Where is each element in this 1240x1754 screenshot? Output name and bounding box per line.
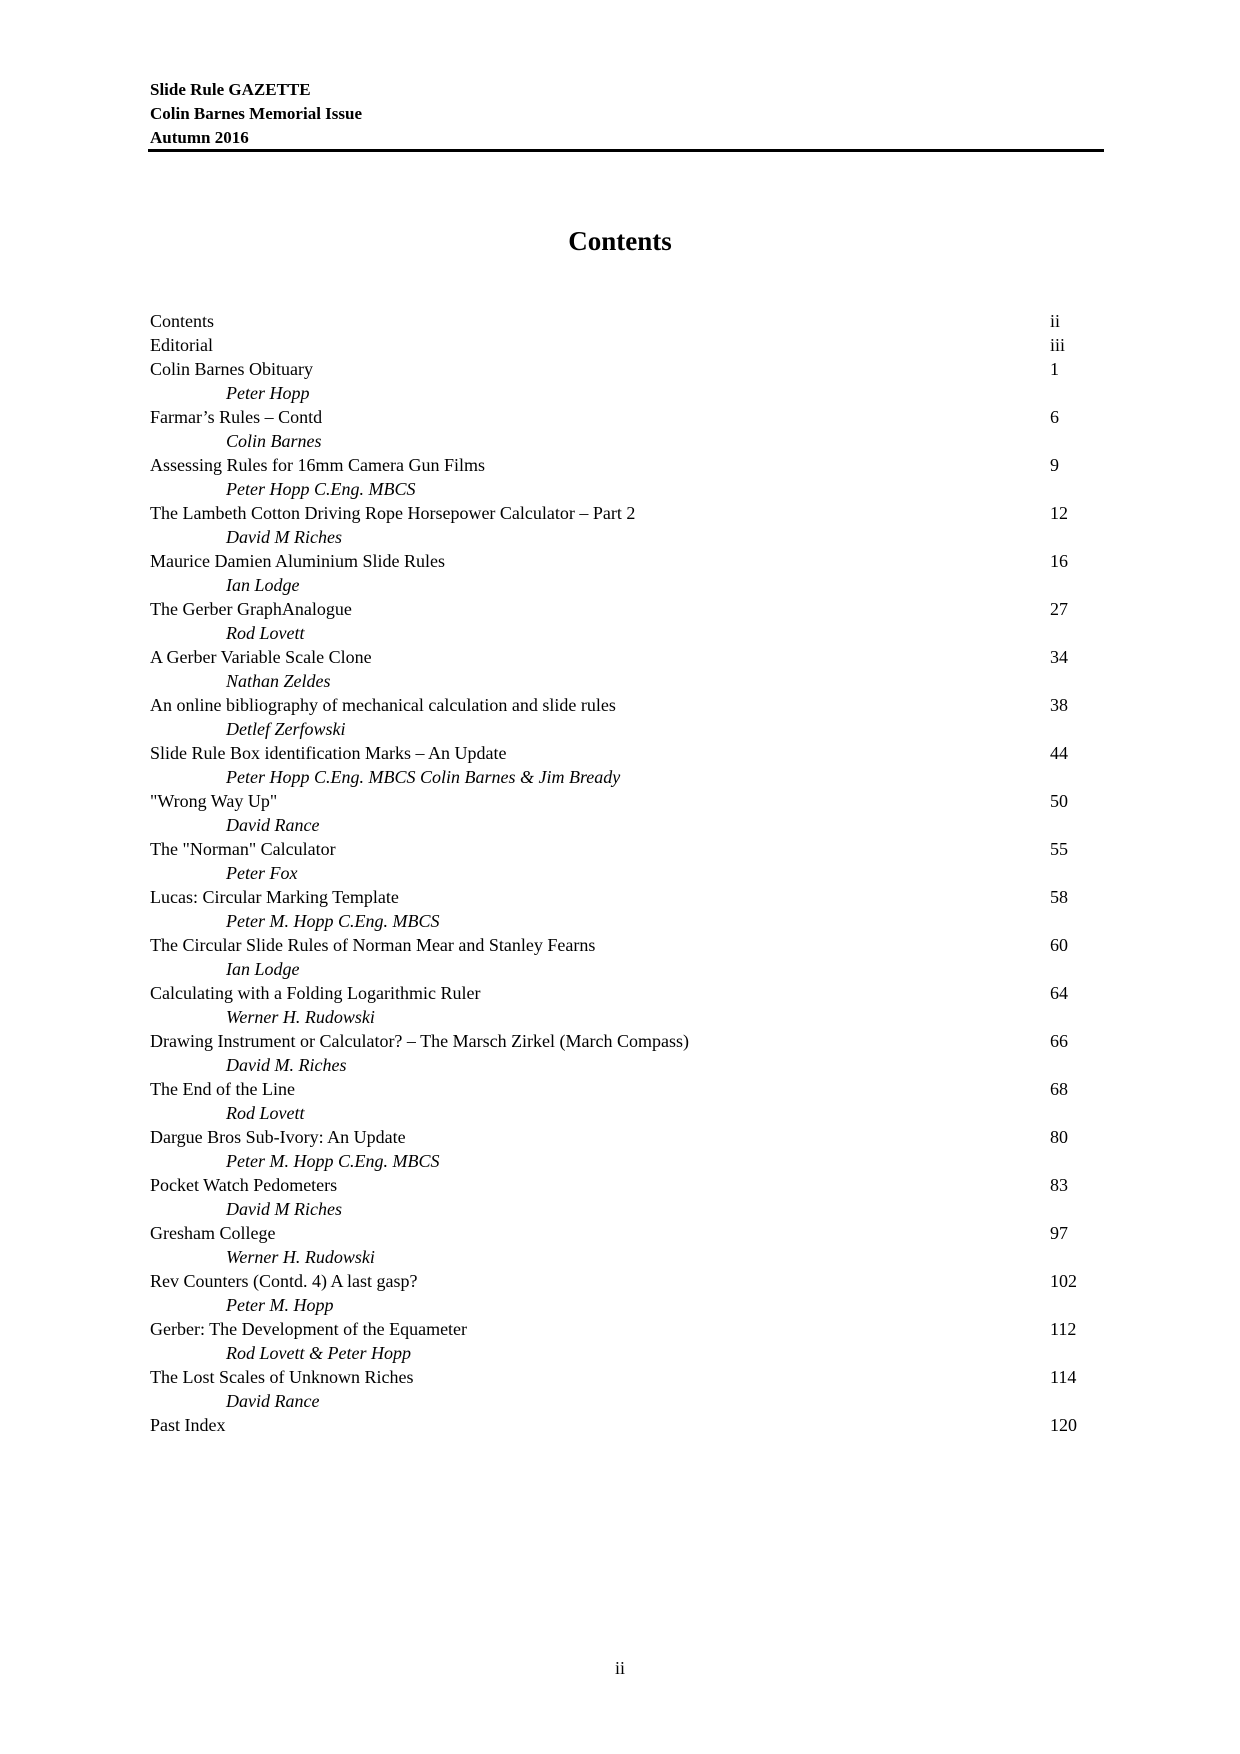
toc-entry-page: 50 (1050, 791, 1068, 811)
toc-entry (150, 1413, 1085, 1437)
toc-entry-page: 27 (1050, 599, 1068, 619)
issue-title: Colin Barnes Memorial Issue (150, 104, 363, 123)
toc-entry (150, 789, 1085, 813)
toc-entry-page: 64 (1050, 983, 1068, 1003)
toc-entry-page: 34 (1050, 647, 1068, 667)
toc-entry-author: David Rance (226, 1391, 320, 1411)
toc-entry-title: The Circular Slide Rules of Norman Mear and Stanley Fearns (150, 935, 596, 955)
toc-entry (150, 1365, 1085, 1389)
toc-entry-page: 97 (1050, 1223, 1068, 1243)
toc-entry-page: 114 (1050, 1367, 1077, 1387)
toc-entry-author: Werner H. Rudowski (226, 1247, 375, 1267)
journal-title: Slide Rule GAZETTE (150, 80, 311, 99)
toc-entry-title: Editorial (150, 335, 213, 355)
toc-entry-title: Contents (150, 311, 215, 331)
toc-entry-author: Werner H. Rudowski (226, 1007, 375, 1027)
toc-entry-title: Slide Rule Box identification Marks – An Update (150, 743, 507, 763)
toc-entry-title: Gresham College (150, 1223, 276, 1243)
toc-entry (150, 405, 1085, 429)
toc-entry-page: 102 (1050, 1271, 1077, 1291)
toc-entry-author: Rod Lovett & Peter Hopp (226, 1343, 411, 1363)
toc-entry-page: 9 (1050, 455, 1059, 475)
toc-entry-author: Peter M. Hopp C.Eng. MBCS (226, 911, 440, 931)
toc-entry-author: Detlef Zerfowski (226, 719, 346, 739)
toc-entry-author: Peter Hopp C.Eng. MBCS (226, 479, 416, 499)
toc-entry-author: Peter M. Hopp C.Eng. MBCS (226, 1151, 440, 1171)
toc-entry-title: Pocket Watch Pedometers (150, 1175, 338, 1195)
toc-entry-title: Past Index (150, 1415, 226, 1435)
toc-entry (150, 333, 1085, 357)
running-header (150, 78, 1100, 150)
toc-entry-title: The End of the Line (150, 1079, 295, 1099)
toc-entry-author: Nathan Zeldes (226, 671, 331, 691)
toc-entry-author: Peter Fox (226, 863, 298, 883)
toc-entry (150, 1077, 1085, 1101)
toc-entry-title: Calculating with a Folding Logarithmic Ruler (150, 983, 481, 1003)
toc-entry-page: 112 (1050, 1319, 1077, 1339)
table-of-contents (150, 309, 1085, 1437)
toc-entry-title: Rev Counters (Contd. 4) A last gasp? (150, 1271, 418, 1291)
header-divider (148, 149, 1104, 152)
toc-entry-page: 12 (1050, 503, 1068, 523)
toc-entry (150, 933, 1085, 957)
toc-entry-author: Colin Barnes (226, 431, 322, 451)
toc-entry-author: David Rance (226, 815, 320, 835)
toc-entry-title: An online bibliography of mechanical calculation and slide rules (150, 695, 616, 715)
toc-entry (150, 453, 1085, 477)
toc-entry-title: Dargue Bros Sub-Ivory: An Update (150, 1127, 406, 1147)
toc-entry-page: 38 (1050, 695, 1068, 715)
toc-entry-author: David M Riches (226, 527, 342, 547)
toc-entry-title: The Lost Scales of Unknown Riches (150, 1367, 414, 1387)
toc-entry-author: Ian Lodge (226, 575, 300, 595)
toc-entry-page: 80 (1050, 1127, 1068, 1147)
toc-entry-author: Peter Hopp C.Eng. MBCS Colin Barnes & Jim Bready (226, 767, 621, 787)
page-number: ii (614, 1658, 625, 1678)
toc-entry-title: The "Norman" Calculator (150, 839, 336, 859)
toc-entry-page: 83 (1050, 1175, 1068, 1195)
issue-date: Autumn 2016 (150, 128, 249, 147)
toc-entry (150, 549, 1085, 573)
toc-entry-title: "Wrong Way Up" (150, 791, 278, 811)
toc-entry-title: Gerber: The Development of the Equameter (150, 1319, 468, 1339)
toc-entry-title: The Gerber GraphAnalogue (150, 599, 352, 619)
toc-entry-page: 68 (1050, 1079, 1068, 1099)
toc-entry-title: Colin Barnes Obituary (150, 359, 313, 379)
toc-entry (150, 501, 1085, 525)
toc-entry (150, 645, 1085, 669)
toc-entry (150, 1029, 1085, 1053)
toc-entry-author: Peter Hopp (226, 383, 310, 403)
toc-entry (150, 1269, 1085, 1293)
toc-entry-title: Drawing Instrument or Calculator? – The Marsch Zirkel (March Compass) (150, 1031, 690, 1051)
toc-entry-title: Farmar’s Rules – Contd (150, 407, 323, 427)
toc-entry-author: David M Riches (226, 1199, 342, 1219)
toc-entry-page: 16 (1050, 551, 1068, 571)
toc-entry-title: Lucas: Circular Marking Template (150, 887, 399, 907)
toc-entry-author: Peter M. Hopp (226, 1295, 334, 1315)
toc-entry-page: 60 (1050, 935, 1068, 955)
toc-entry (150, 1173, 1085, 1197)
toc-entry-author: David M. Riches (226, 1055, 347, 1075)
toc-entry (150, 693, 1085, 717)
toc-entry-title: A Gerber Variable Scale Clone (150, 647, 372, 667)
toc-entry (150, 837, 1085, 861)
toc-entry-title: Assessing Rules for 16mm Camera Gun Films (150, 455, 485, 475)
toc-entry (150, 1221, 1085, 1245)
toc-entry-title: The Lambeth Cotton Driving Rope Horsepower Calculator – Part 2 (150, 503, 636, 523)
toc-entry (150, 1125, 1085, 1149)
toc-entry-page: iii (1050, 335, 1066, 355)
toc-entry (150, 981, 1085, 1005)
toc-entry-page: 44 (1050, 743, 1068, 763)
toc-entry-author: Ian Lodge (226, 959, 300, 979)
toc-entry-title: Maurice Damien Aluminium Slide Rules (150, 551, 445, 571)
toc-entry (150, 885, 1085, 909)
toc-entry-page: 55 (1050, 839, 1068, 859)
toc-entry-page: 6 (1050, 407, 1059, 427)
toc-entry-page: 120 (1050, 1415, 1077, 1435)
toc-entry (150, 741, 1085, 765)
toc-entry-page: 58 (1050, 887, 1068, 907)
page-title: Contents (568, 226, 672, 256)
toc-entry (150, 309, 1085, 333)
toc-entry-page: 1 (1050, 359, 1059, 379)
toc-entry (150, 597, 1085, 621)
toc-entry-author: Rod Lovett (226, 1103, 305, 1123)
toc-entry-page: ii (1050, 311, 1061, 331)
toc-entry (150, 357, 1085, 381)
toc-entry-author: Rod Lovett (226, 623, 305, 643)
toc-entry (150, 1317, 1085, 1341)
toc-entry-page: 66 (1050, 1031, 1068, 1051)
